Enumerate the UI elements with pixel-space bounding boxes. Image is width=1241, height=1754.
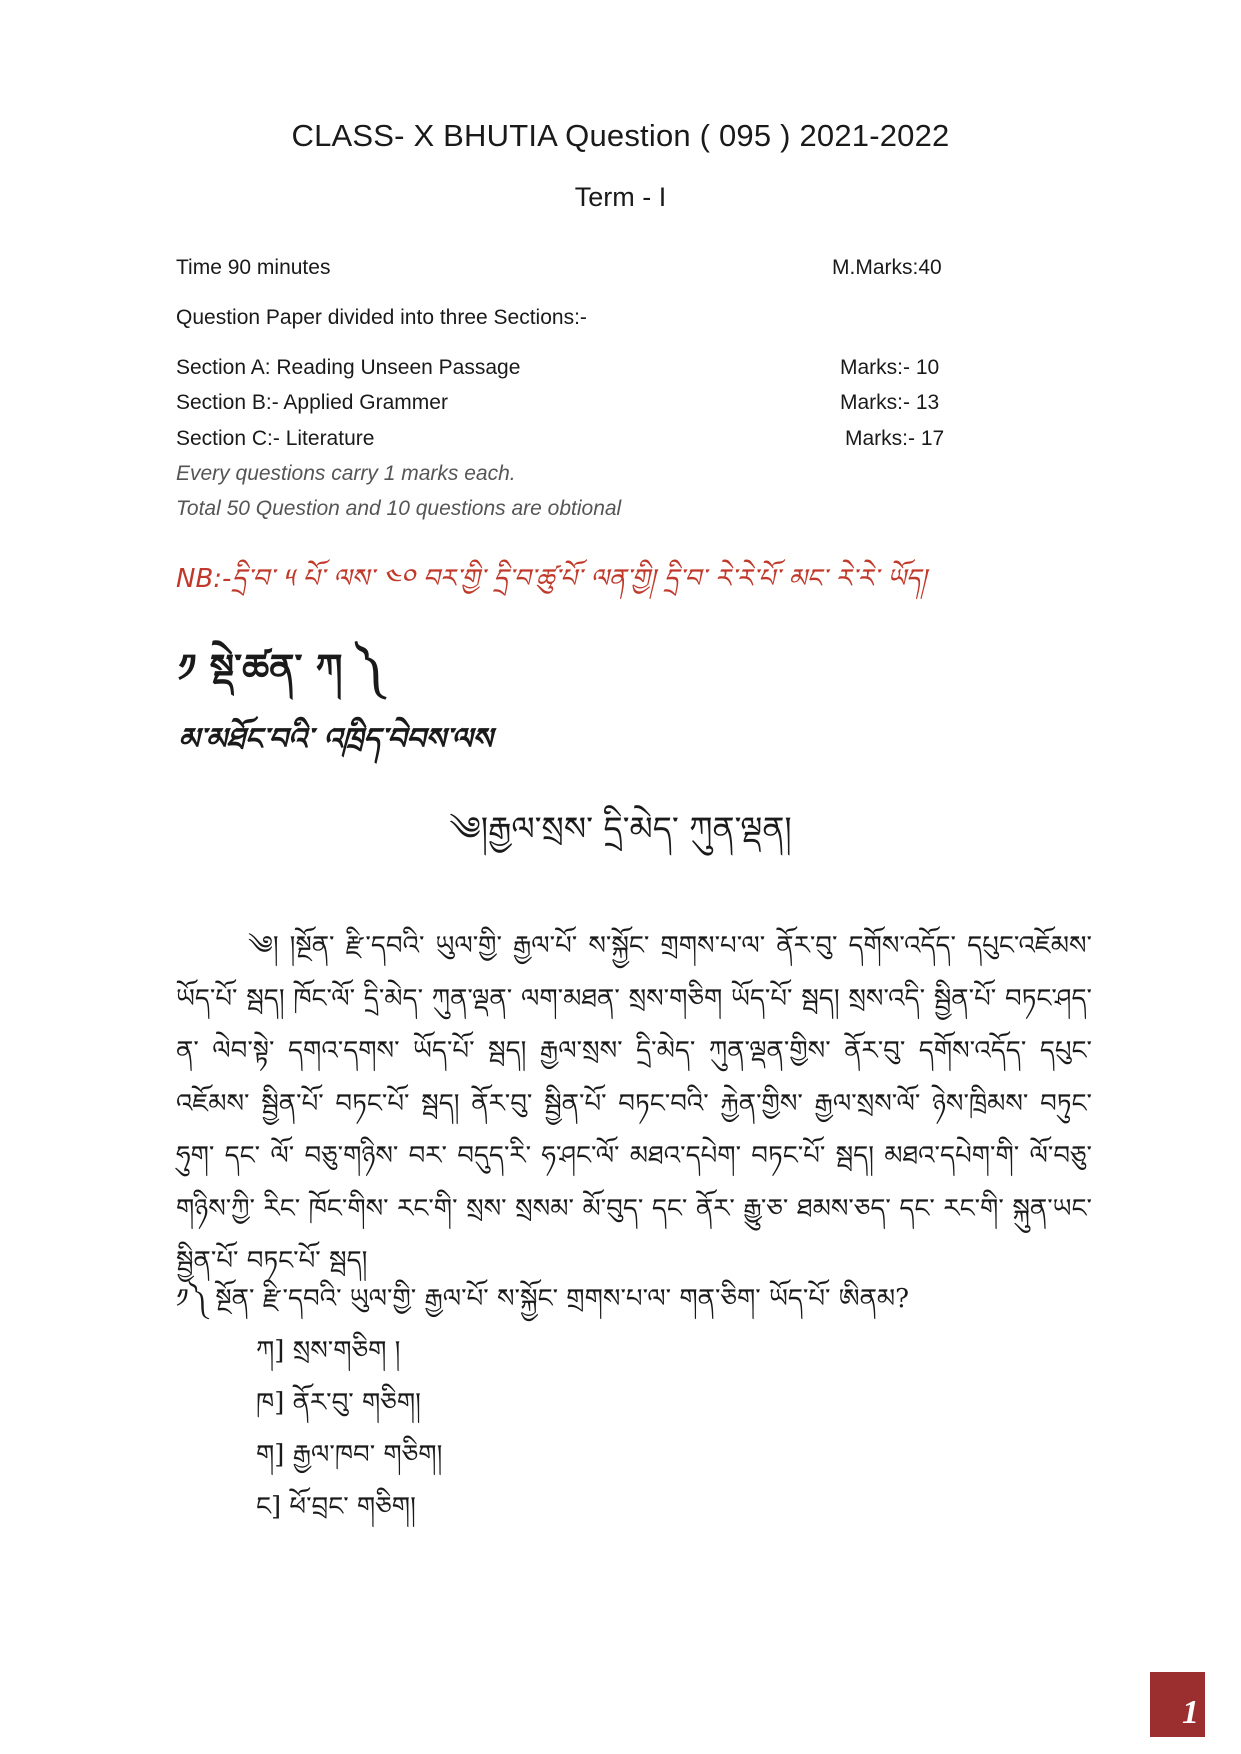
- page-number: 1: [1182, 1694, 1199, 1731]
- section-b-label: Section B:- Applied Grammer: [176, 391, 448, 414]
- passage-title: ༄།རྒྱལ་སྲས་ དྲི་མེད་ ཀུན་ལྡན།: [449, 809, 792, 848]
- reading-passage: ༄། །སྔོན་ རྫི་དབའི་ ཡུལ་གྱི་ རྒྱལ་པོ་ ས་སྐྱོང་ གྲགས་པ་ལ་ ནོར་བུ་ དགོས་འདོད་ དཔུང་འཇོམས་ ཡོད་པོ་ སྦད། ཁོང་ལོ་ དྲི་མེད་ ཀུན་ལྡན་ ལག་མཐན་ སྲས་གཅིག ཡོད་པོ་ སྦད། སྲས་འདི་ སྦྱིན་པོ་ བཏང་ཤད་ན་ ལེབ་སྟེ་ དགའ་དགས་ ཡོད་པོ་ སྦད། རྒྱལ་སྲས་ དྲི་མེད་ ཀུན་ལྡན་གྱིས་ ནོར་བུ་ དགོས་འདོད་ དཔུང་འཇོམས་ སྦྱིན་པོ་ བཏང་པོ་ སྦད། ནོར་བུ་ སྦྱིན་པོ་ བཏང་བའི་ རྐྱེན་གྱིས་ རྒྱལ་སྲས་ལོ་ ཉེས་ཁྲིམས་ བཏུང་ཧུག་ དང་ ལོ་ བཅུ་གཉིས་ བར་ བདུད་རི་ ཧ་ཤང་ལོ་ མཐའ་དཔེག་ བཏང་པོ་ སྦད། མཐའ་དཔེག་གི་ ལོ་བཅུ་གཉིས་ཀྱི་ རིང་ ཁོང་གིས་ རང་གི་ སྲས་ སྲསམ་ མོ་བུད་ དང་ ནོར་ རྒྱུ་ཅ་ ཐམས་ཅད་ དང་ རང་གི་ སྐུན་ཡང་ སྦྱིན་པོ་ བཏང་པོ་ སྦད།: [176, 931, 1092, 1276]
- time-allowed: Time 90 minutes: [176, 256, 331, 279]
- max-marks: M.Marks:40: [832, 256, 942, 279]
- option-a: ཀ] སྲས་གཅིག །: [256, 1336, 401, 1366]
- section-a-subheading: མ་མཐོང་བའི་ འཁྲིད་བེབས་ལས: [178, 722, 493, 757]
- document-title: CLASS- X BHUTIA Question ( 095 ) 2021-2022: [291, 118, 950, 153]
- term-label: Term - I: [574, 182, 667, 212]
- option-c: ག] རྒྱལ་ཁབ་ གཅིག།: [256, 1440, 443, 1470]
- marks-note: Every questions carry 1 marks each.: [176, 462, 516, 485]
- section-b-marks: Marks:- 13: [840, 391, 940, 414]
- nb-note: NB:-དྲི་བ་ ༥ པོ་ ལས་ ༤༠ བར་གྱི་ དྲི་བ་ཚུ་པོ་ ལན་གྱི། དྲི་བ་ རེ་རེ་པོ་ མང་ རེ་རེ་ ཡོད།: [176, 564, 927, 594]
- optional-note: Total 50 Question and 10 questions are obtional: [176, 497, 622, 520]
- section-a-marks: Marks:- 10: [840, 356, 940, 379]
- section-c-label: Section C:- Literature: [176, 427, 375, 450]
- section-c-marks: Marks:- 17: [845, 427, 945, 450]
- question-1: ༡༽ སྔོན་ རྫི་དབའི་ ཡུལ་གྱི་ རྒྱལ་པོ་ ས་སྐྱོང་ གྲགས་པ་ལ་ གན་ཅིག་ ཡོད་པོ་ ཨིནམ?: [176, 1284, 910, 1314]
- division-text: Question Paper divided into three Sections:-: [176, 306, 587, 329]
- section-a-heading: ༡ སྡེ་ཚན་ ཀ ༽: [178, 645, 383, 690]
- page-number-badge: [1150, 1672, 1205, 1740]
- option-d: ང] ཕོ་བྲང་ གཅིག།: [256, 1492, 416, 1522]
- section-a-label: Section A: Reading Unseen Passage: [176, 356, 521, 379]
- option-b: ཁ] ནོར་བུ་ གཅིག།: [256, 1388, 421, 1418]
